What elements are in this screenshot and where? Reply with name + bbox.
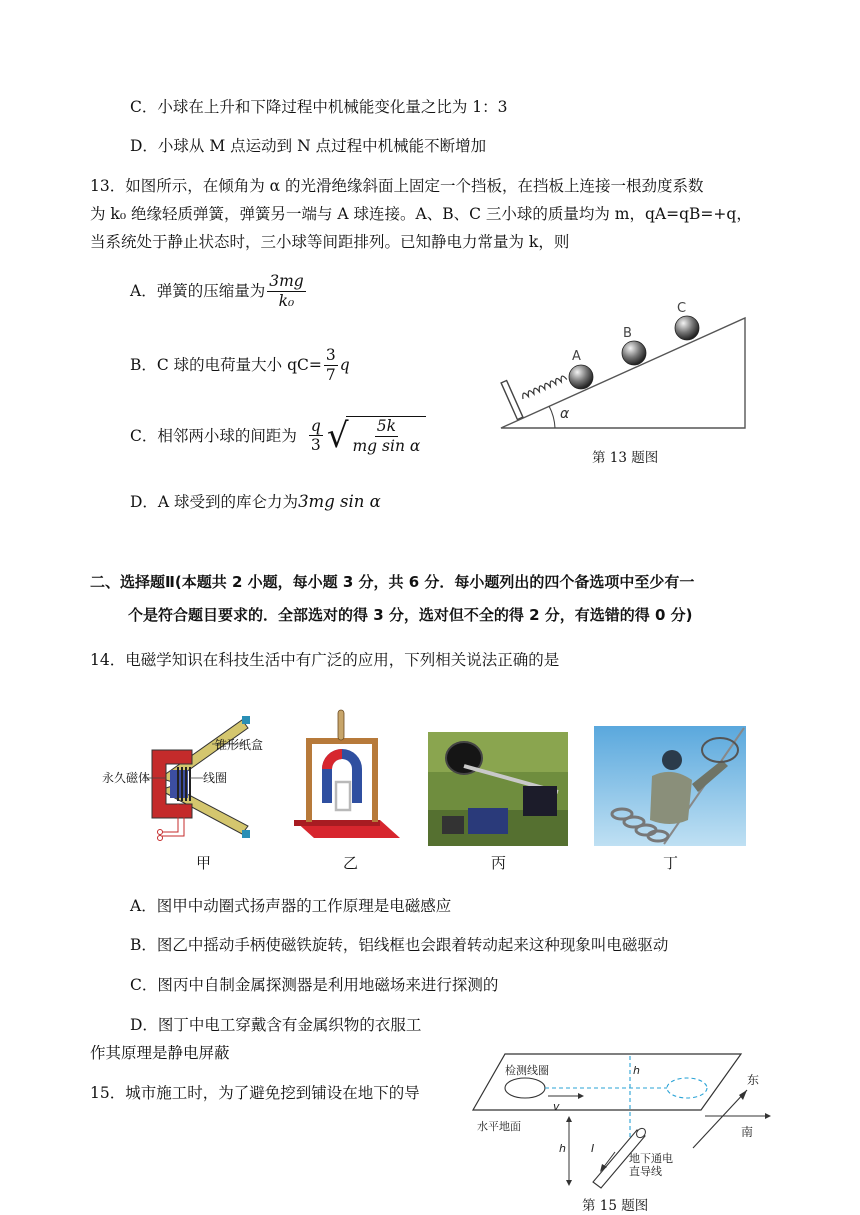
label-current: I xyxy=(591,1142,595,1155)
label-velocity: v xyxy=(553,1100,560,1113)
q15-figure xyxy=(465,1048,795,1198)
q13-option-d-prefix: D．A 球受到的库仑力为 xyxy=(130,492,299,511)
worker-body-suit xyxy=(650,772,692,824)
q13-option-b-numerator: 3 xyxy=(325,346,336,364)
angle-arc xyxy=(549,406,555,428)
label-east: 东 xyxy=(747,1073,760,1087)
label-ground: 水平地面 xyxy=(477,1120,521,1133)
label-c: C xyxy=(677,301,687,316)
q13-option-a-prefix: A．弹簧的压缩量为 xyxy=(130,282,266,301)
q13-option-c-denominator: 3 xyxy=(310,436,321,455)
crank-handle xyxy=(338,710,344,740)
cone-tip-upper xyxy=(242,716,250,724)
label-wire-1: 地下通电 xyxy=(629,1152,673,1165)
label-h-top: h xyxy=(633,1064,640,1077)
q13-option-b-denominator: 7 xyxy=(325,365,336,384)
south-arrowhead xyxy=(765,1113,771,1119)
section2-line2: 个是符合题目要求的．全部选对的得 3 分，选对但不全的得 2 分，有选错的得 0 分) xyxy=(128,606,693,624)
worker-helmet xyxy=(662,750,682,770)
label-coil: 线圈 xyxy=(203,771,228,785)
q14-option-a: A．图甲中动圈式扬声器的工作原理是电磁感应 xyxy=(130,897,452,915)
q13-stem-line1: 13．如图所示，在倾角为 α 的光滑绝缘斜面上固定一个挡板，在挡板上连接一根劲度系数 xyxy=(90,177,704,195)
q13-option-b-suffix: q xyxy=(339,356,350,375)
detection-coil xyxy=(505,1078,545,1098)
q13-option-a xyxy=(130,272,308,310)
q12-option-d: D．小球从 M 点运动到 N 点过程中机械能不断增加 xyxy=(130,137,487,155)
q13-stem-line2: 为 k₀ 绝缘轻质弹簧，弹簧另一端与 A 球连接。A、B、C 三小球的质量均为 m，qA=qB=+q， xyxy=(90,205,752,223)
detection-coil-position-2 xyxy=(667,1078,707,1098)
spring xyxy=(521,375,567,399)
fig-ding-electrician xyxy=(594,726,746,846)
q13-option-a-numerator: 3mg xyxy=(269,272,304,290)
caption-ding: 丁 xyxy=(663,854,679,872)
q13-option-b-fraction xyxy=(324,346,338,384)
label-detection-coil: 检测线圈 xyxy=(505,1064,549,1077)
frame-left-post xyxy=(306,740,312,822)
terminal-2 xyxy=(158,836,163,841)
q13-option-c-numerator: q xyxy=(310,416,321,435)
caption-bing: 丙 xyxy=(491,854,507,872)
ball-a xyxy=(569,365,593,389)
q13-stem-line3: 当系统处于静止状态时，三小球等间距排列。已知静电力常量为 k，则 xyxy=(90,233,570,251)
q13-option-c-radicand xyxy=(346,416,426,455)
q13-option-c-fraction xyxy=(309,417,323,455)
q13-option-b-prefix: B．C 球的电荷量大小 qC= xyxy=(130,356,322,375)
q13-option-a-fraction xyxy=(267,272,305,310)
caption-jia: 甲 xyxy=(196,854,212,872)
q14-option-d-line1: D．图丁中电工穿戴含有金属织物的衣服工 xyxy=(130,1016,422,1034)
terminal-1 xyxy=(158,830,163,835)
east-arrowhead xyxy=(739,1090,747,1100)
q13-option-c xyxy=(130,416,428,455)
section2-line1: 二、选择题Ⅱ(本题共 2 小题，每小题 3 分，共 6 分．每小题列出的四个备选项中至少有一 xyxy=(90,573,695,591)
barrier-plate xyxy=(501,381,523,420)
q13-option-d-expression: 3mg sin α xyxy=(298,492,381,511)
fig-bing-metal-detector xyxy=(428,732,568,846)
battery-pack xyxy=(468,808,508,834)
label-h-side: h xyxy=(559,1142,566,1155)
q12-option-c: C．小球在上升和下降过程中机械能变化量之比为 1：3 xyxy=(130,98,508,116)
q13-option-d xyxy=(130,491,381,512)
q13-option-c-radicand-numerator: 5k xyxy=(376,417,397,435)
frame-right-post xyxy=(372,740,378,822)
q13-option-c-radical-sign: √ xyxy=(326,415,349,456)
q13-option-a-denominator: k₀ xyxy=(278,291,295,310)
ball-c xyxy=(675,316,699,340)
depth-arrow-top xyxy=(566,1116,572,1122)
control-box xyxy=(523,786,557,816)
q14-option-b: B．图乙中摇动手柄使磁铁旋转，铝线框也会跟着转动起来这种现象叫电磁驱动 xyxy=(130,936,669,954)
q14-stem: 14．电磁学知识在科技生活中有广泛的应用，下列相关说法正确的是 xyxy=(90,651,560,669)
q14-option-c: C．图丙中自制金属探测器是利用地磁场来进行探测的 xyxy=(130,976,499,994)
q14-option-d-line2: 作其原理是静电屏蔽 xyxy=(90,1044,230,1062)
q13-option-c-prefix: C．相邻两小球的间距为 xyxy=(130,426,297,445)
ball-b xyxy=(622,341,646,365)
magnet-pole-red xyxy=(322,749,342,769)
label-a: A xyxy=(572,349,581,364)
aluminum-frame xyxy=(336,782,350,810)
q13-figure-caption: 第 13 题图 xyxy=(592,450,659,466)
label-wire-2: 直导线 xyxy=(629,1165,662,1178)
q13-incline-figure xyxy=(495,296,755,436)
east-axis xyxy=(693,1090,747,1148)
label-alpha: α xyxy=(560,406,570,422)
headphones xyxy=(442,816,464,834)
label-south: 南 xyxy=(741,1125,754,1139)
caption-yi: 乙 xyxy=(343,854,359,872)
q13-option-b xyxy=(130,346,350,384)
velocity-arrowhead xyxy=(578,1093,584,1099)
fig-yi-rotating-magnet xyxy=(292,708,402,848)
q15-figure-caption: 第 15 题图 xyxy=(582,1198,649,1214)
label-magnet: 永久磁体 xyxy=(102,771,151,785)
cone-tip-lower xyxy=(242,830,250,838)
label-b: B xyxy=(623,326,632,341)
depth-arrow-bottom xyxy=(566,1180,572,1186)
q15-stem: 15．城市施工时，为了避免挖到铺设在地下的导 xyxy=(90,1084,420,1102)
label-cone: 锥形纸盒 xyxy=(215,738,264,752)
q13-option-c-radicand-denominator: mg sin α xyxy=(352,436,421,455)
